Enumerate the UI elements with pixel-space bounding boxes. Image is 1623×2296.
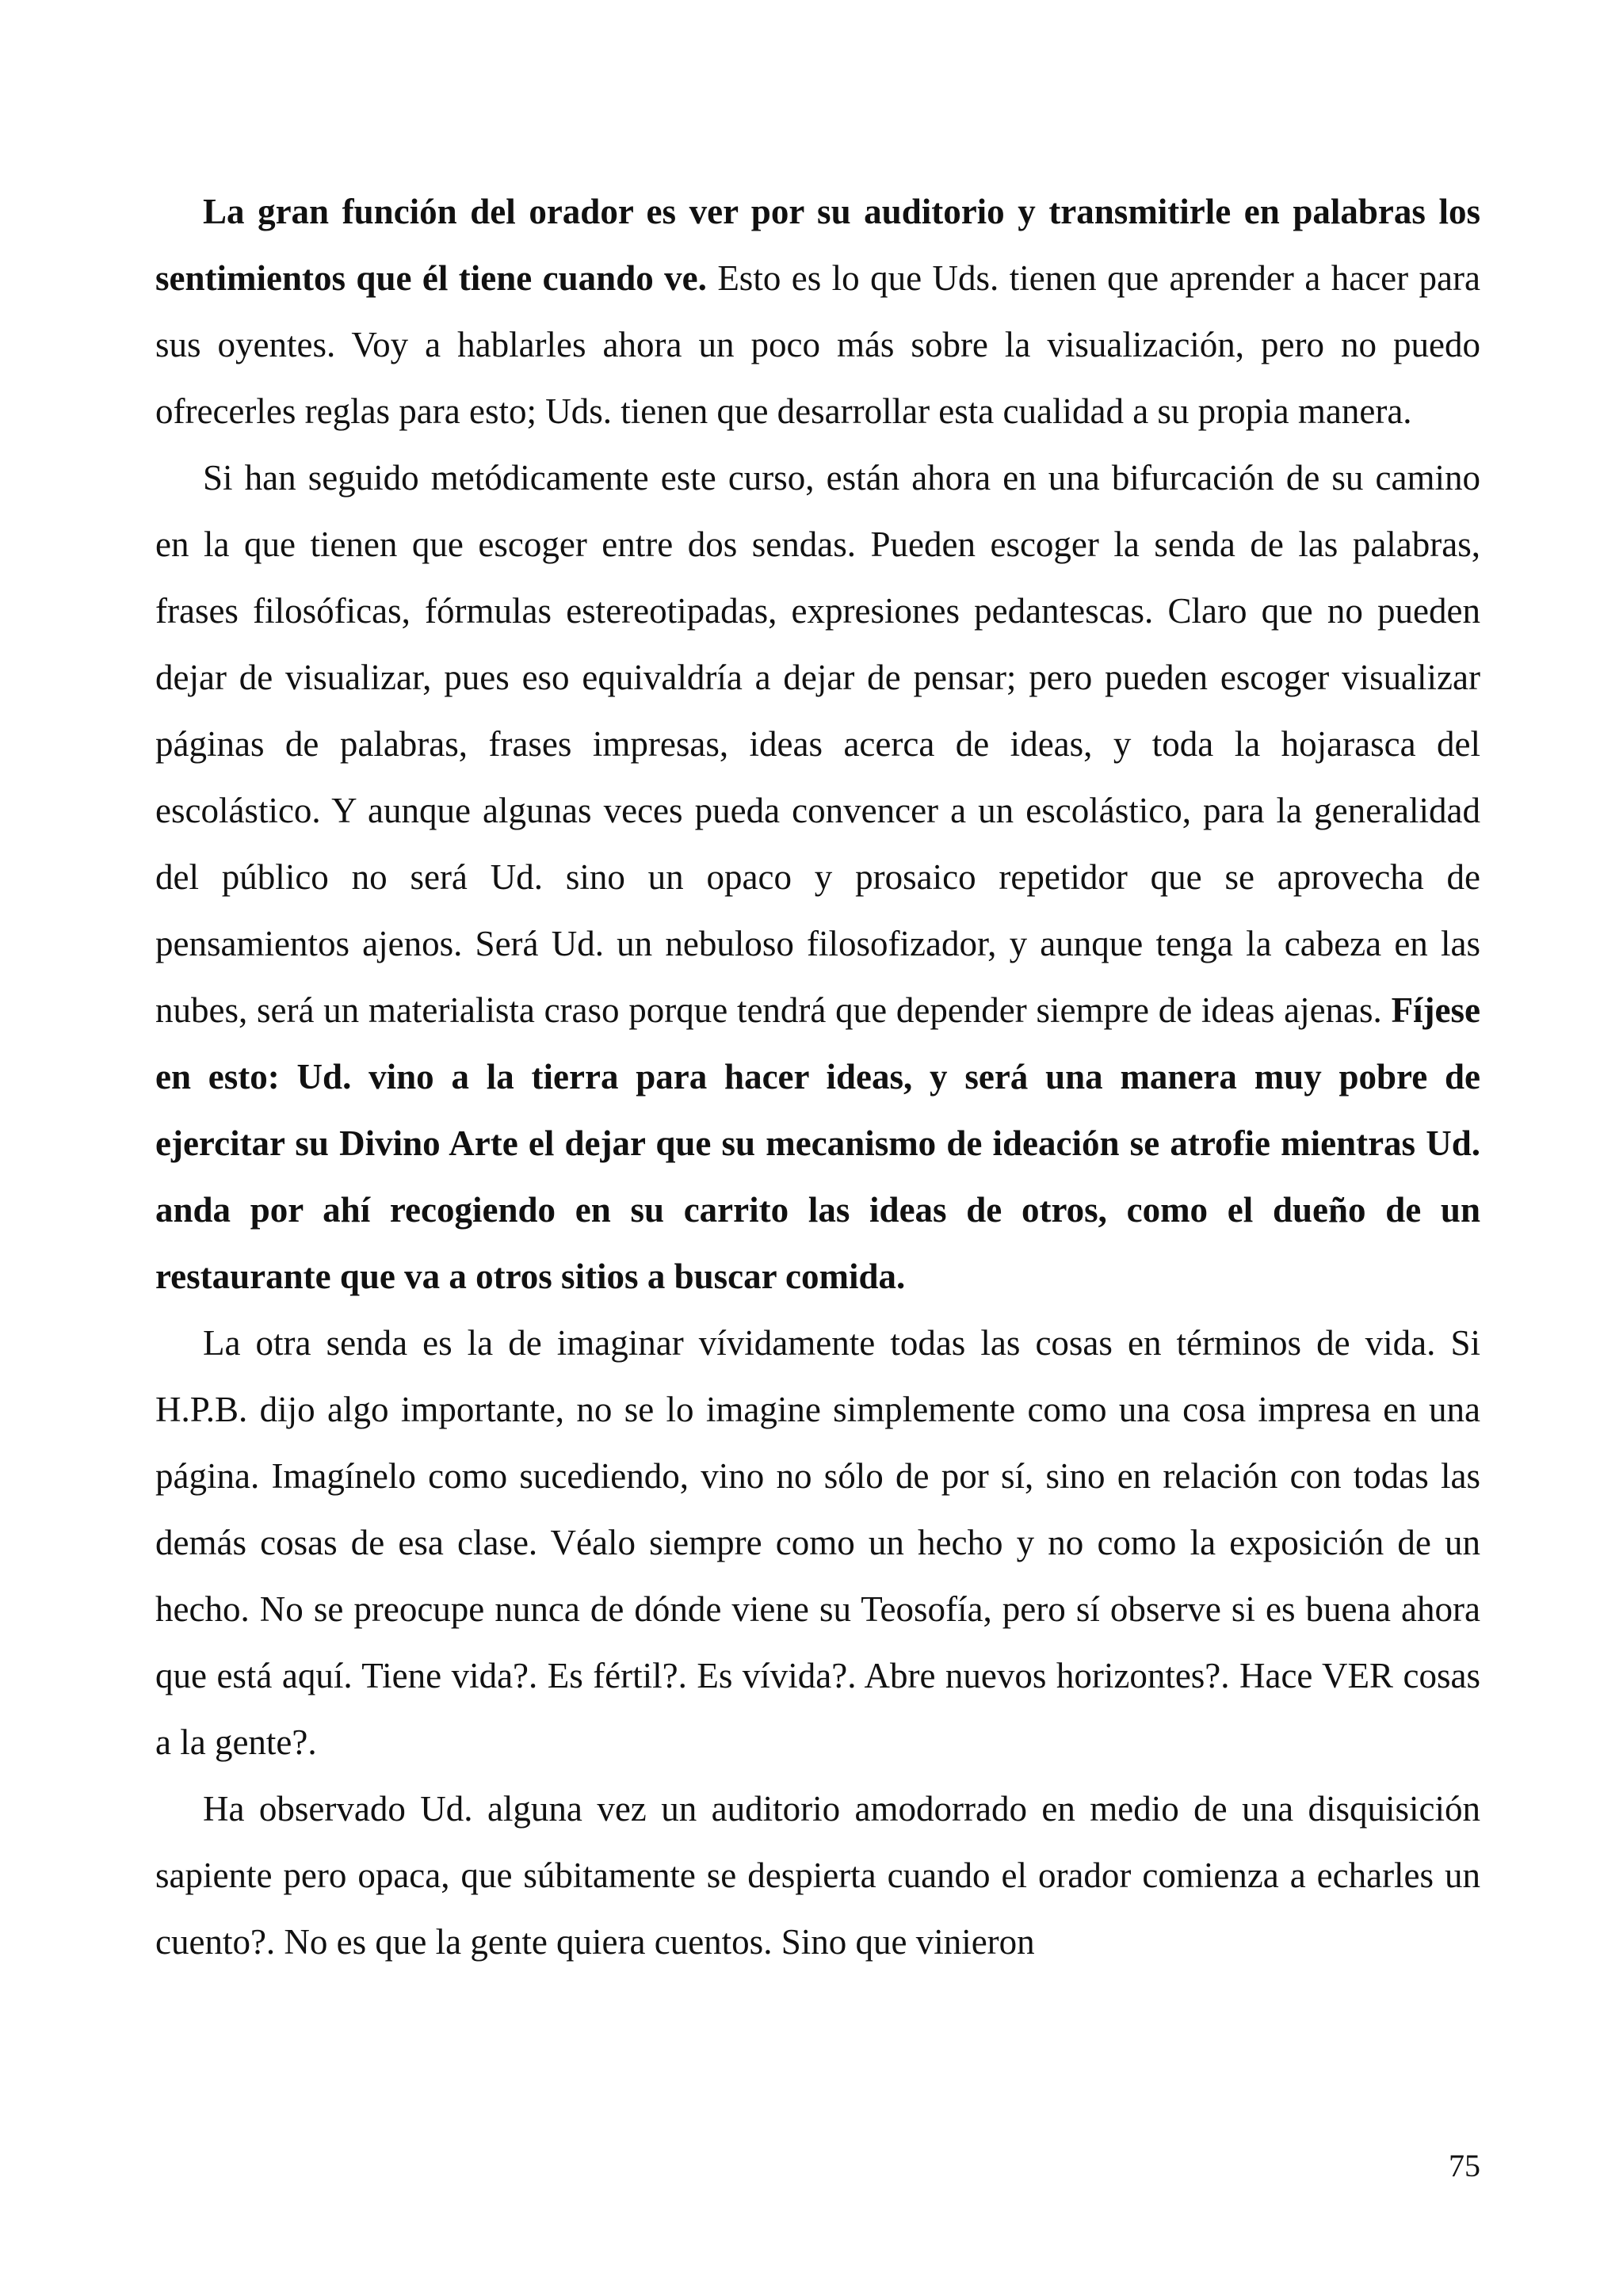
document-body [155,178,1480,1975]
bold-passage: La gran función del orador es ver por su auditorio y transmitirle en palabras los sentimientos que él tiene cuando ve. [155,192,1480,298]
text-passage: Si han seguido metódicamente este curso, están ahora en una bifurcación de su camino en la que tienen que escoger entre dos sendas. Pueden escoger la senda de las palabras, frases filosóficas, fórmulas estereotipadas, expresiones pedantescas. Claro que no pueden dejar de visualizar, pues eso equivaldría a dejar de pensar; pero pueden escoger visualizar páginas de palabras, frases impresas, ideas acerca de ideas, y toda la hojarasca del escolástico. Y aunque algunas veces pueda convencer a un escolástico, para la generalidad del público no será Ud. sino un opaco y prosaico repetidor que se aprovecha de pensamientos ajenos. Será Ud. un nebuloso filosofizador, y aunque tenga la cabeza en las nubes, será un materialista craso porque tendrá que depender siempre de ideas ajenas. [155,458,1480,1030]
paragraph-3 [155,1310,1480,1775]
paragraph-4 [155,1775,1480,1975]
page-number: 75 [1449,2148,1480,2183]
text-passage: Ha observado Ud. alguna vez un auditorio amodorrado en medio de una disquisición sapiente pero opaca, que súbitamente se despierta cuando el orador comienza a echarles un cuento?. No es que la gente quiera cuentos. Sino que vinieron [155,1789,1480,1962]
text-passage: La otra senda es la de imaginar vívidamente todas las cosas en términos de vida. Si H.P.B. dijo algo importante, no se lo imagine simplemente como una cosa impresa en una página. Imagínelo como sucediendo, vino no sólo de por sí, sino en relación con todas las demás cosas de esa clase. Véalo siempre como un hecho y no como la exposición de un hecho. No se preocupe nunca de dónde viene su Teosofía, pero sí observe si es buena ahora que está aquí. Tiene vida?. Es fértil?. Es vívida?. Abre nuevos horizontes?. Hace VER cosas a la gente?. [155,1323,1480,1762]
paragraph-2 [155,444,1480,1310]
text-passage: Esto es lo que Uds. tienen que aprender a hacer para sus oyentes. Voy a hablarles ahora un poco más sobre la visualización, pero no puedo ofrecerles reglas para esto; Uds. tienen que desarrollar esta cualidad a su propia manera. [155,258,1480,431]
bold-passage: Fíjese en esto: Ud. vino a la tierra para hacer ideas, y será una manera muy pobre de ejercitar su Divino Arte el dejar que su mecanismo de ideación se atrofie mientras Ud. anda por ahí recogiendo en su carrito las ideas de otros, como el dueño de un restaurante que va a otros sitios a buscar comida. [155,990,1480,1296]
paragraph-1 [155,178,1480,444]
